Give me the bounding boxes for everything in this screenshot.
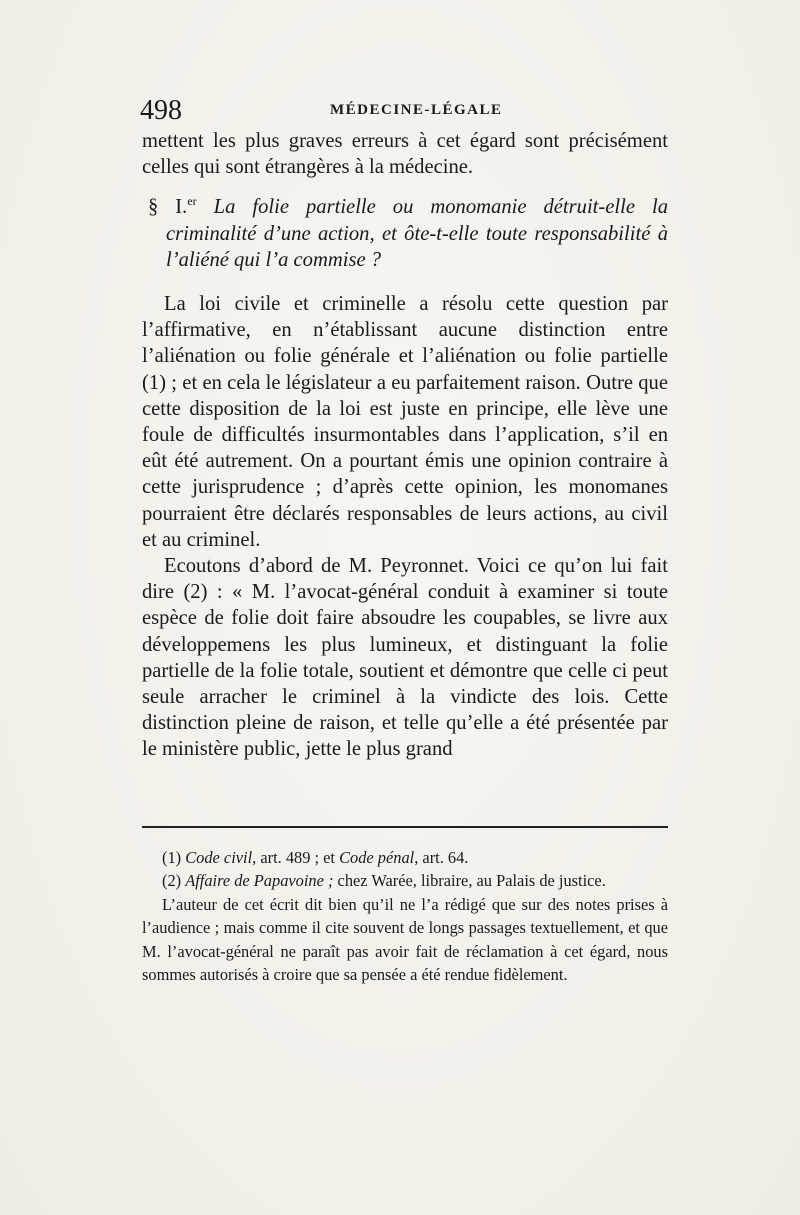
paragraph-law: La loi civile et criminelle a résolu cette question par l’affirmative, en n’établissant aucune distinction entre l’aliénation ou folie générale et l’aliénation ou folie partielle (1) ; et en cela le législateur a eu parfaitement raison. Outre que cette disposition de la loi est juste en principe, elle lève une foule de difficultés insurmontables dans l’application, s’il en eût été autrement. On a pourtant émis une opinion contraire à cette jurisprudence ; d’après cette opinion, les monomanes pourraient être déclarés responsables de leurs actions, au civil et au criminel. bbox=[142, 293, 668, 551]
footnotes bbox=[142, 846, 668, 986]
footnote-2 bbox=[142, 869, 668, 892]
footnote-1-marker: (1) bbox=[162, 848, 186, 867]
section-heading bbox=[142, 194, 668, 273]
running-head: MÉDECINE-LÉGALE bbox=[330, 102, 503, 118]
footnote-2-marker: (2) bbox=[162, 871, 186, 891]
page-header bbox=[140, 96, 670, 126]
section-mark: § I. bbox=[148, 196, 188, 219]
footnote-2-rest: chez Warée, libraire, au Palais de justice. bbox=[333, 871, 606, 891]
section-title: La folie partielle ou monomanie détruit-elle la criminalité d’une action, et ôte-t-elle toute responsabilité à l’aliéné qui l’a commise ? bbox=[166, 196, 668, 271]
footnote-rule bbox=[142, 826, 668, 828]
footnote-1-middle: , art. 489 ; et bbox=[252, 848, 340, 867]
paragraph-peyronnet: Ecoutons d’abord de M. Peyronnet. Voici ce qu’on lui fait dire (2) : « M. l’avocat-général conduit à examiner si toute espèce de folie doit faire absoudre les coupables, se livre aux développemens les plus lumineux, et distinguant la folie partielle de la folie totale, soutient et démontre que celle ci peut seule arracher le criminel à la vindicte des lois. Cette distinction pleine de raison, et telle qu’elle a été présentée par le ministère public, jette le plus grand bbox=[142, 555, 668, 761]
page-number: 498 bbox=[140, 95, 182, 126]
footnote-1-code-civil: Code civil bbox=[185, 848, 253, 867]
section-mark-superscript: er bbox=[187, 194, 197, 209]
footnote-1 bbox=[142, 846, 668, 869]
paragraph-continuation: mettent les plus graves erreurs à cet égard sont précisément celles qui sont étrangères à la médecine. bbox=[142, 130, 668, 179]
footnote-2-affaire: Affaire de Papavoine ; bbox=[185, 871, 334, 891]
main-text bbox=[142, 128, 668, 763]
footnote-1-code-penal: Code pénal bbox=[339, 848, 415, 867]
footnote-1-end: , art. 64. bbox=[414, 848, 469, 867]
footnote-2-continuation: L’auteur de cet écrit dit bien qu’il ne l’a rédigé que sur des notes prises à l’audience ; mais comme il cite souvent de longs passages textuellement, et que M. l’avocat-général ne paraît pas avoir fait de réclamation à cet égard, nous sommes autorisés à croire que sa pensée a été rendue fidèlement. bbox=[142, 894, 668, 985]
